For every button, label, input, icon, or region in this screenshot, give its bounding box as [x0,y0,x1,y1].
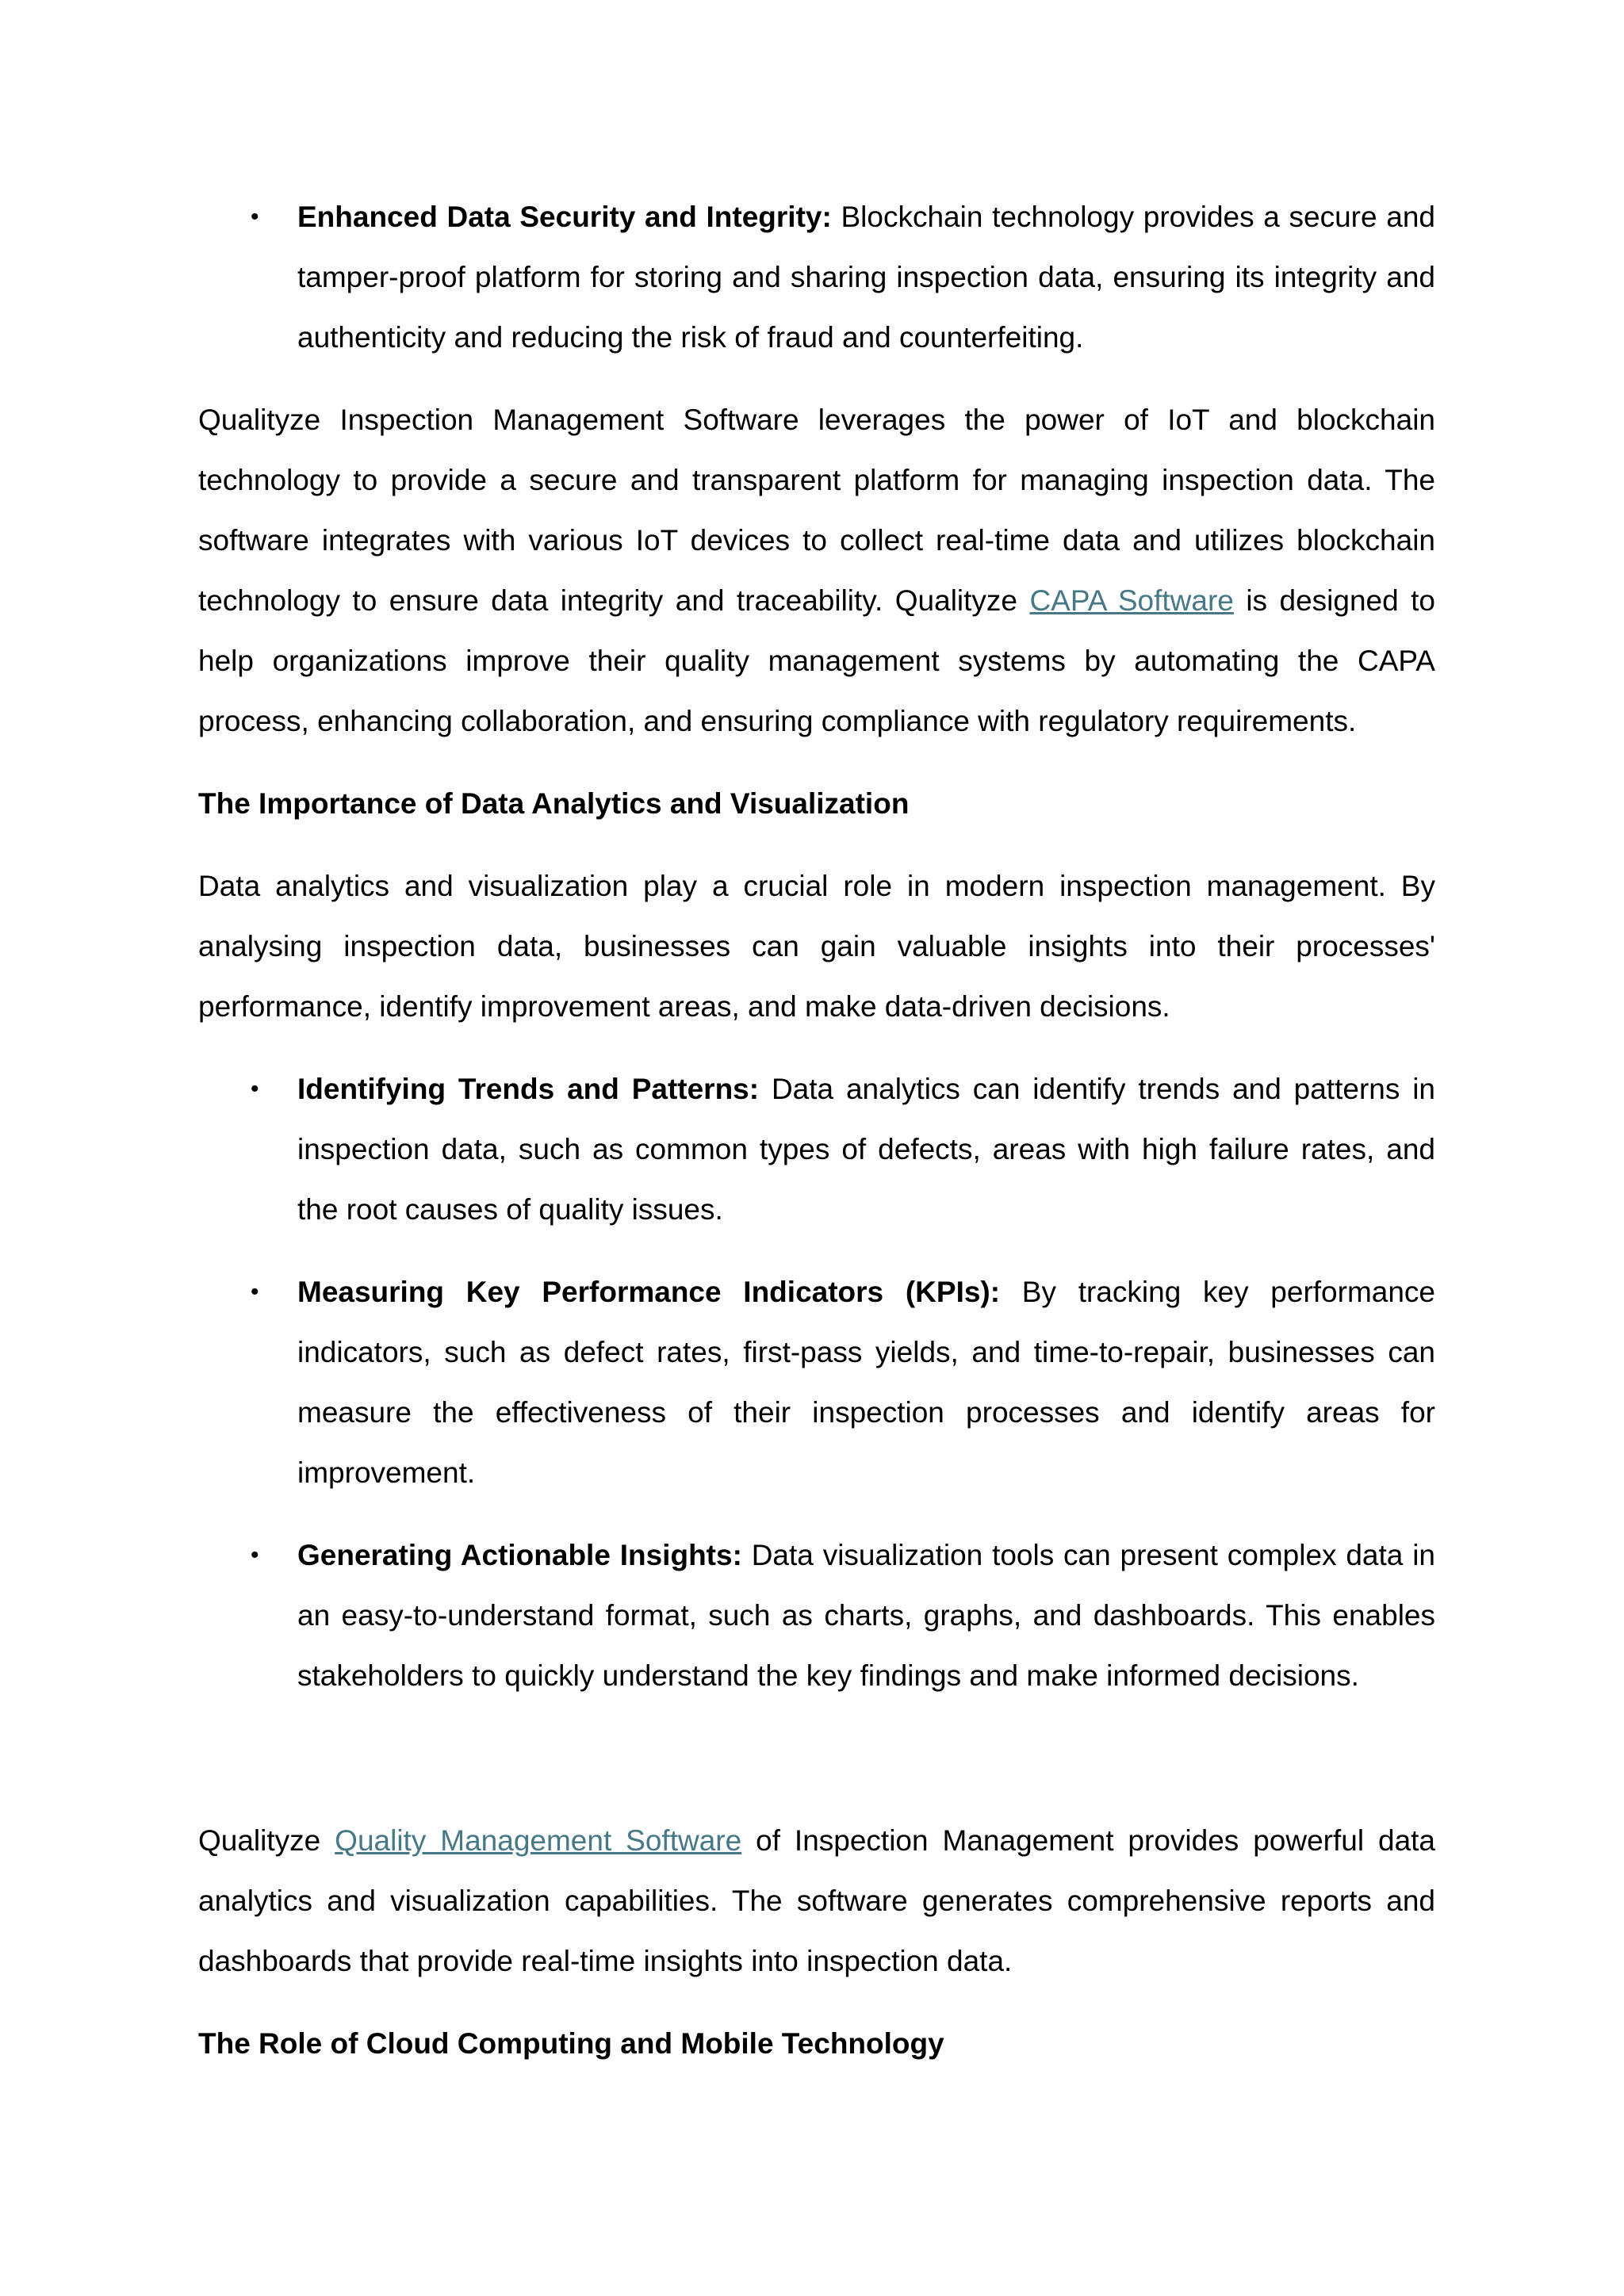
list-item-kpis [251,1262,1436,1503]
capa-software-link[interactable]: CAPA Software [1029,584,1234,617]
quality-management-software-link[interactable]: Quality Management Software [335,1824,742,1857]
list-item-term: Enhanced Data Security and Integrity: [297,201,832,233]
list-item-data-security [251,187,1435,368]
list-item-term: Generating Actionable Insights: [297,1539,742,1571]
paragraph-data-analytics: Data analytics and visualization play a crucial role in modern inspection management. By analysing inspection data, businesses can gain valuable insights into their processes' performance, identify improvement areas, and make data-driven decisions. [198,870,1435,1023]
paragraph-quality-management [198,1811,1435,1992]
bullet-icon: • [251,1542,259,1568]
paragraph-text-after-link: of Inspection Management provides powerful data analytics and visualization capabilities. The software generates comprehensive reports and dashboards that provide real-time insights into inspection data. [198,1824,1436,1977]
heading-data-analytics: The Importance of Data Analytics and Visualization [198,787,910,820]
bullet-icon: • [251,204,259,230]
security-bullet-list [198,187,1435,368]
list-item-text: Data visualization tools can present complex data in an easy-to-understand format, such as charts, graphs, and dashboards. This enables stakeholders to quickly understand the key findings and make informed decisions. [297,1539,1435,1692]
list-item-text: By tracking key performance indicators, such as defect rates, first-pass yields, and time-to-repair, businesses can measure the effectiveness of their inspection processes and identify areas for improvement. [297,1276,1436,1489]
heading-cloud-mobile: The Role of Cloud Computing and Mobile Technology [198,2027,944,2060]
bullet-icon: • [251,1076,259,1102]
list-item-trends-patterns [251,1059,1435,1240]
bullet-icon: • [251,1279,259,1305]
analytics-bullet-list [198,1059,1435,1706]
list-item-term: Identifying Trends and Patterns: [297,1073,760,1105]
list-item-actionable-insights [251,1525,1435,1706]
paragraph-text-after-link: is designed to help organizations improve their quality management systems by automating the CAPA process, enhancing collaboration, and ensuring compliance with regulatory requirements. [198,584,1435,737]
list-item-text: Data analytics can identify trends and patterns in inspection data, such as common types of defects, areas with high failure rates, and the root causes of quality issues. [297,1073,1435,1226]
paragraph-iot-blockchain [198,390,1435,752]
document-body [198,187,1435,2074]
list-item-term: Measuring Key Performance Indicators (KPIs): [297,1276,1001,1308]
paragraph-text-before-link: Qualityze [198,1824,335,1857]
paragraph-text-before-link: Qualityze Inspection Management Software leverages the power of IoT and blockchain technology to provide a secure and transparent platform for managing inspection data. The software integrates with various IoT devices to collect real-time data and utilizes blockchain technology to ensure data integrity and traceability. Qualityze [198,404,1435,617]
list-item-text: Blockchain technology provides a secure and tamper-proof platform for storing and sharing inspection data, ensuring its integrity and authenticity and reducing the risk of fraud and counterfeiting. [297,201,1435,354]
